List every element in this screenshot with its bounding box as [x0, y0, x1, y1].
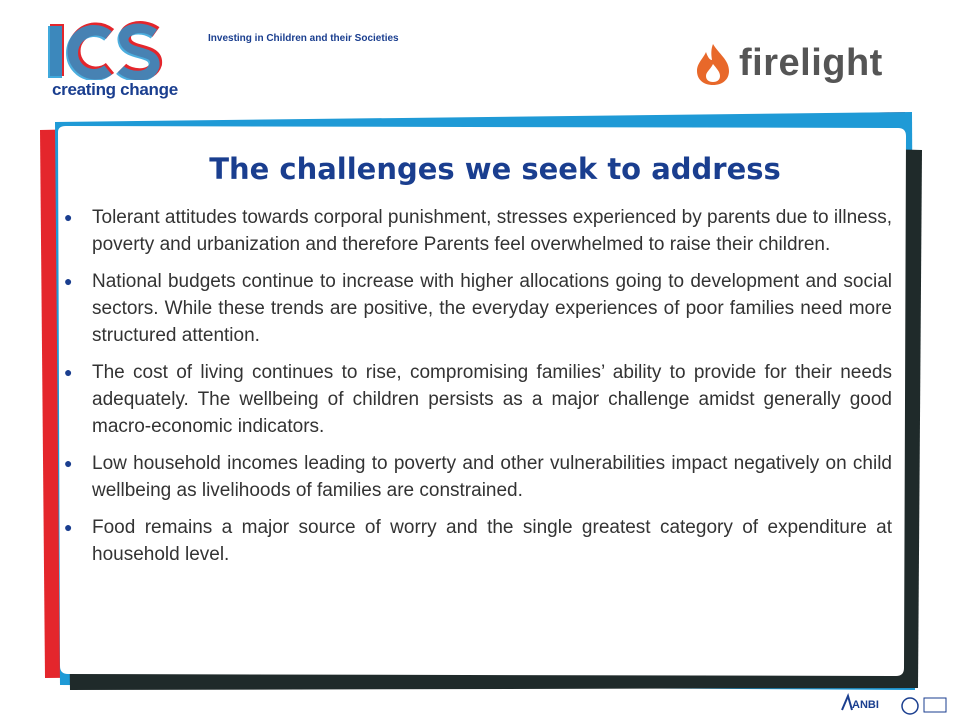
anbi-badge: [838, 690, 950, 716]
list-item: [62, 204, 892, 258]
slide-title: The challenges we seek to address: [209, 152, 781, 186]
bullet-text: Tolerant attitudes towards corporal punishment, stresses experienced by parents due to illness, poverty and urbanization and therefore Parents feel overwhelmed to raise their children.: [92, 207, 892, 255]
bullet-icon: ●: [64, 273, 73, 289]
bullet-text: The cost of living continues to rise, compromising families’ ability to provide for their needs adequately. The wellbeing of children persists as a major challenge amidst generally good macro-economic indicators.: [92, 362, 892, 437]
bullet-icon: ●: [64, 364, 73, 380]
anbi-label: ANBI: [852, 699, 879, 711]
bullet-icon: ●: [64, 209, 73, 225]
bullet-text: Food remains a major source of worry and the single greatest category of expenditure at household level.: [92, 517, 892, 565]
list-item: [62, 359, 892, 440]
firelight-wordmark: firelight: [739, 42, 883, 84]
ics-tagline: creating change: [52, 80, 178, 99]
bullet-text: Low household incomes leading to poverty and other vulnerabilities impact negatively on child wellbeing as livelihoods of families are constrained.: [92, 453, 892, 501]
list-item: [62, 514, 892, 568]
bullet-list: [62, 204, 892, 578]
bullet-icon: ●: [64, 519, 73, 535]
bullet-text: National budgets continue to increase with higher allocations going to development and social sectors. While these trends are positive, the everyday experiences of poor families need more structured attention.: [92, 271, 892, 346]
bullet-icon: ●: [64, 455, 73, 471]
ics-subtitle: Investing in Children and their Societies: [208, 33, 399, 44]
list-item: [62, 450, 892, 504]
list-item: [62, 268, 892, 349]
